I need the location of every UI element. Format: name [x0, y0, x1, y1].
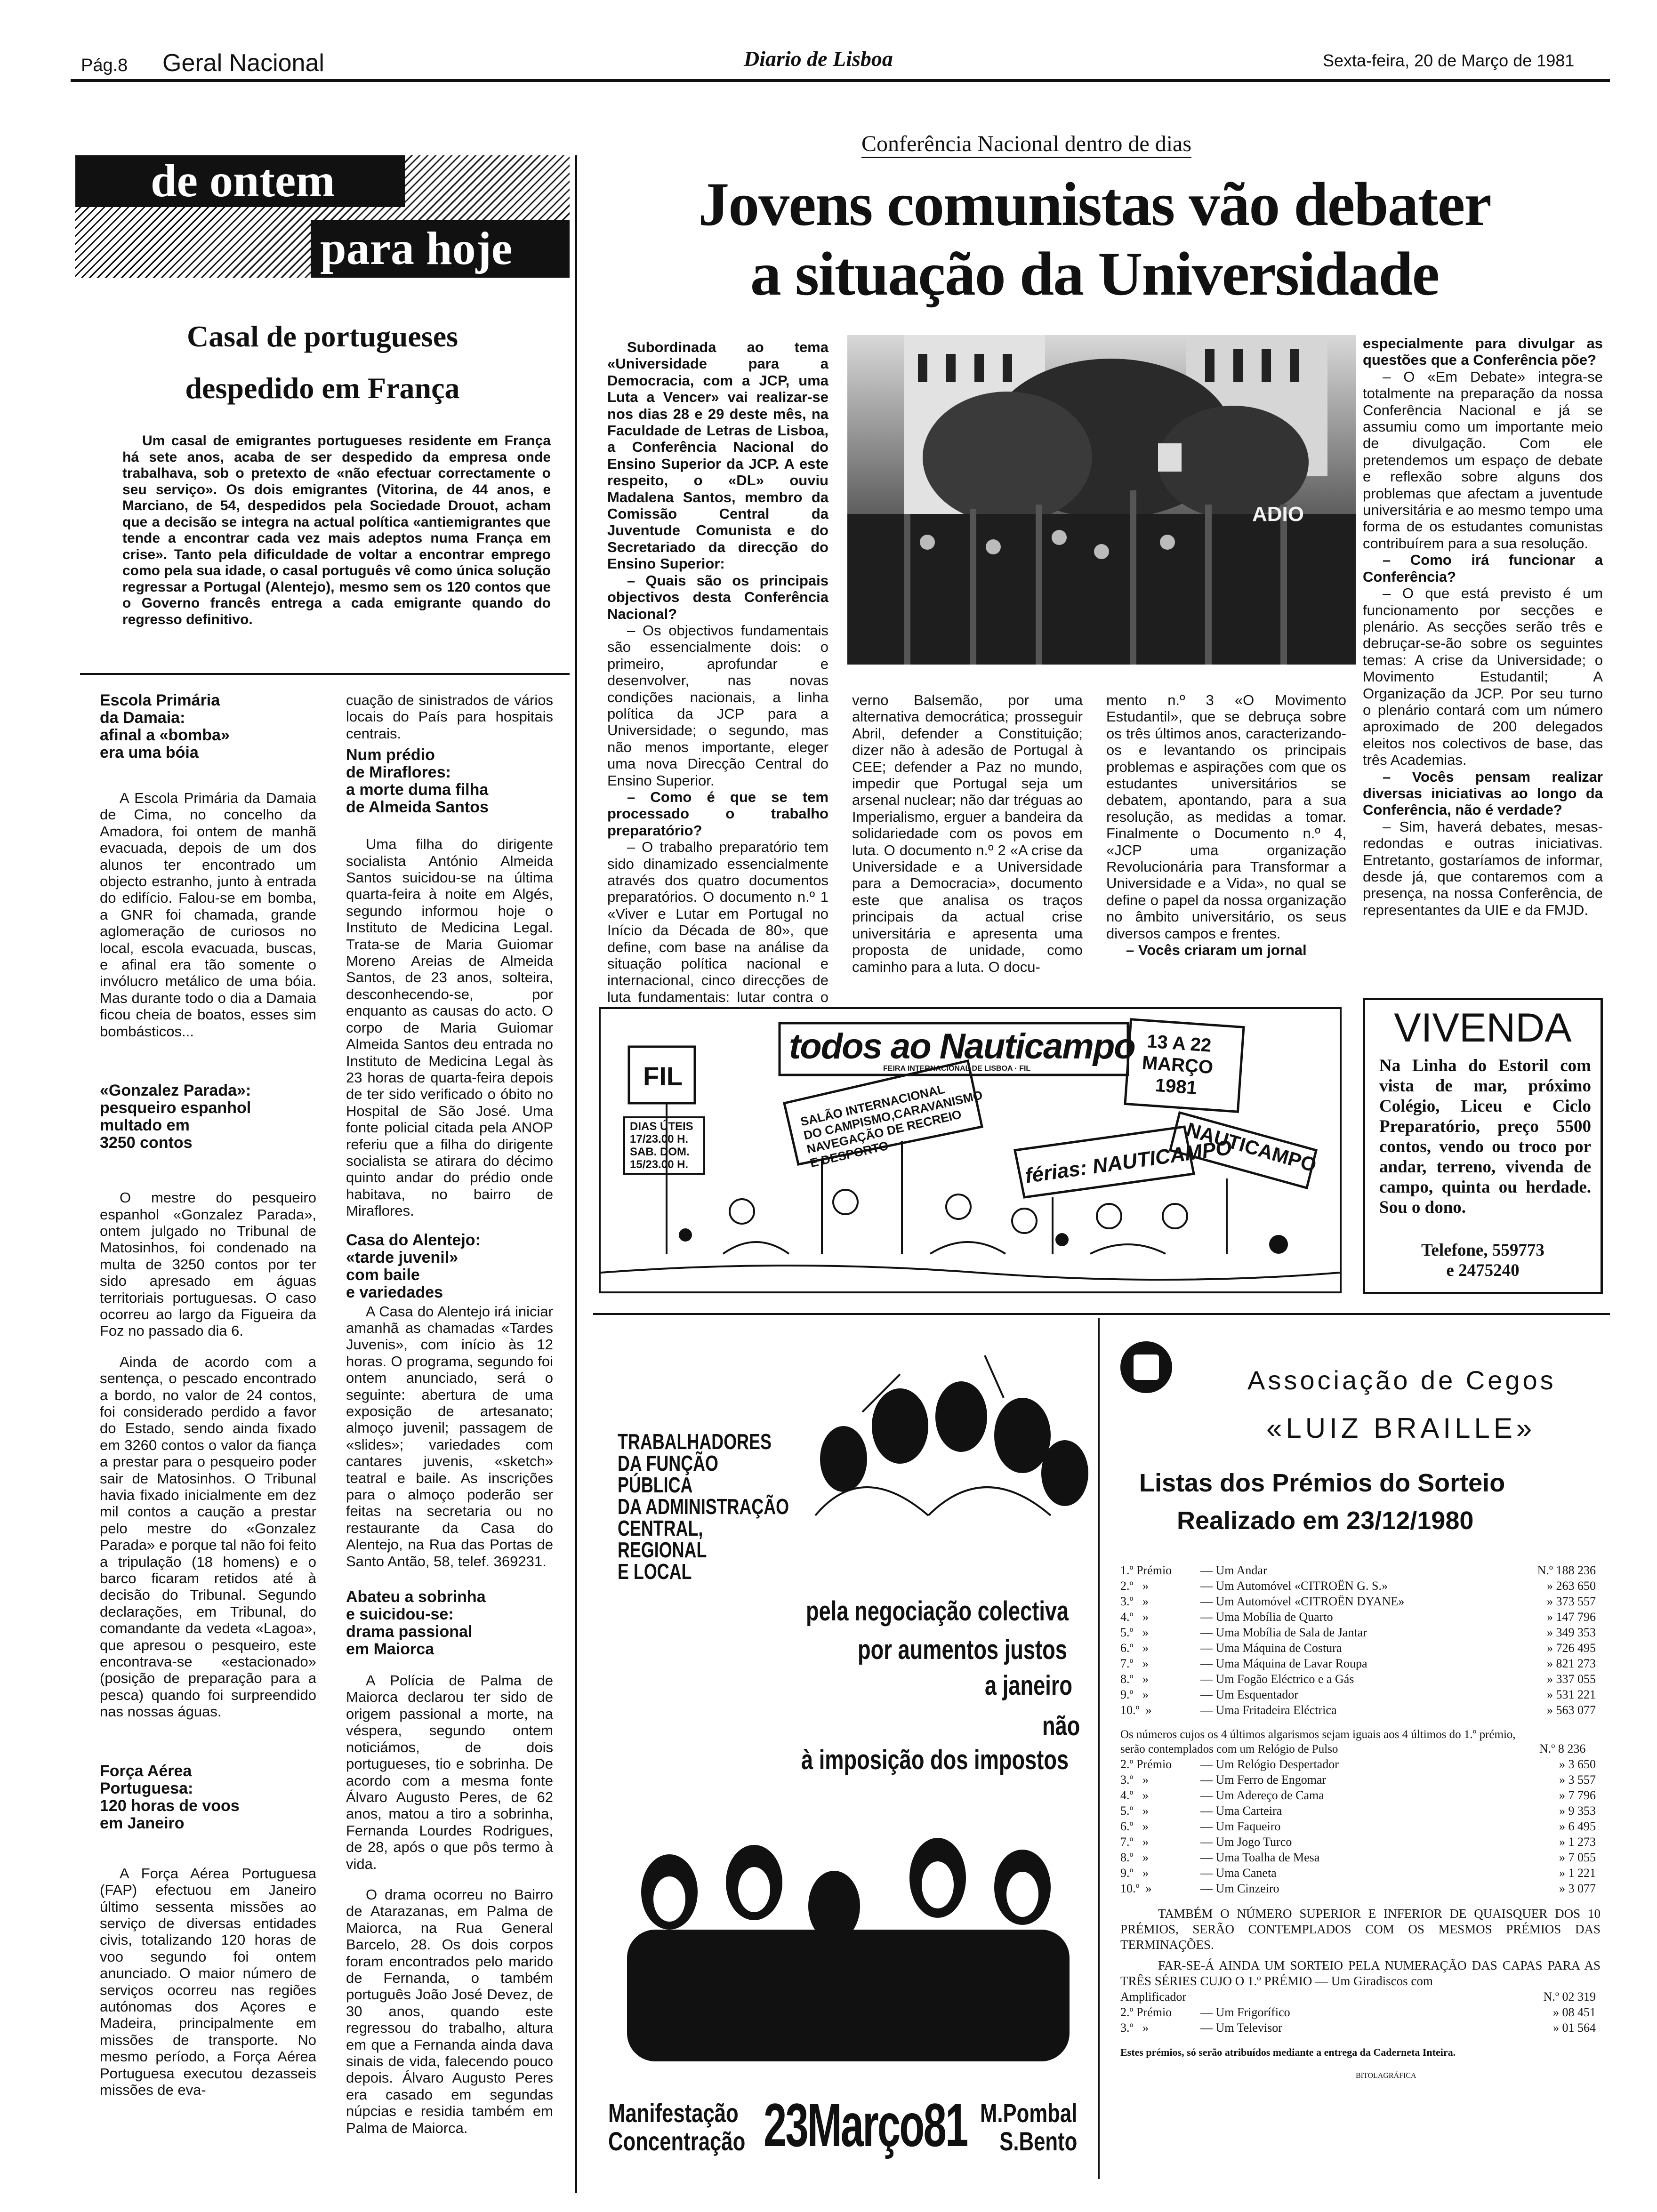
- prize-item: — Um Adereço de Cama: [1200, 1788, 1324, 1802]
- conference-photo: [847, 335, 1356, 665]
- prizes-list-2: [1120, 1756, 1601, 1896]
- braille-logo-icon: [1120, 1341, 1172, 1393]
- main-col4-a: – O «Em Debate» integra-se totalmente na preparação da nossa Conferência Nacional e já se assumiu como um importante meio de divulgação. Com ele pretendemos um espaço de debate e reflexão sobre alguns dos problemas que afectam a juventude universitária e ao mesmo tempo uma forma de os estudantes comunistas contribuírem para a sua resolução.: [1363, 368, 1607, 552]
- main-a1: – Os objectivos fundamentais são essencialmente dois: o primeiro, aprofundar e desenvolver, nas novas condições nacionais, a linha política da JCP para a Universidade; o segundo, mas não menos importante, eleger uma nova Direcção Central do Ensino Superior.: [607, 622, 833, 789]
- photo-scene: [847, 335, 1356, 665]
- braille-credit: BITOLAGRÁFICA: [1356, 2072, 1416, 2080]
- prize-rank: 5.º »: [1120, 1804, 1149, 1818]
- prize-number: » 563 077: [1547, 1703, 1596, 1717]
- brief-text-fap: A Força Aérea Portuguesa (FAP) efectuou em Janeiro último sessenta missões ao serviço de diversas entidades civis, totalizando 120 horas de voo segundo foi ontem anunciado. O maior número de serviços ocorreu nas regiões autónomas dos Açores e Madeira, principalmente em missões de transporte. No mesmo período, a Força Aérea Portuguesa executou dezasseis missões de eva-: [100, 1865, 321, 2098]
- prize-item: — Um Relógio Despertador: [1200, 1757, 1339, 1771]
- prize-rank: 7.º »: [1120, 1657, 1149, 1670]
- brief-text-maiorca-1: A Polícia de Palma de Maiorca declarou ter sido de origem passional a morte, na véspera, segundo ontem noticiámos, de dois portugueses, tio e sobrinha. De acordo com a mesma fonte Álvaro Augusto Peres, de 62 anos, matou a tiro a sobrinha, Fernanda Lourdes Rodrigues, de 28, após o que pôs termo à vida.: [346, 1672, 557, 1872]
- prize-item: — Um Frigorífico: [1200, 2005, 1290, 2019]
- main-col2: verno Balsemão, por uma alternativa democrática; prosseguir Abril, defender a Constituição; dizer não à adesão de Portugal à CEE; defender a Paz no mundo, impedir que Portugal seja um arsenal nuclear; não dar tréguas ao Imperialismo, erguer a bandeira da solidariedade com os povos em luta. O documento n.º 2 «A crise da Universidade e a Universidade para a Democracia», documento este que analisa os traços principais da actual crise universitária e apresenta uma proposta de unidade, como caminho para a luta. O docu-: [852, 692, 1087, 975]
- braille-middle-num: N.º 8 236: [1539, 1742, 1586, 1755]
- main-a4: – O que está previsto é um funcionamento por secções e plenário. As secções serão três e debruçar-se-ão sobre os seguintes temas: A crise da Universidade; o Movimento Estudantil; A Organização da JCP. Por seu turno o plenário contará com um número aproximado de 200 delegados eleitos nos colectivos de base, das três Academias.: [1363, 585, 1607, 769]
- prize-row: [1120, 1865, 1601, 1881]
- prize-row: [1120, 1656, 1601, 1671]
- braille-ad: [1111, 1327, 1610, 2174]
- brief-text-miraflores: Uma filha do dirigente socialista António Almeida Santos suicidou-se na última quarta-feira à noite em Algés, segundo informou hoje o Instituto de Medicina Legal. Trata-se de Maria Guiomar Moreno Areias de Almeida Santos, de 23 anos, solteira, desconhecendo-se, por enquanto as causas do acto. O corpo de Maria Guiomar Almeida Santos deu entrada no Instituto de Medicina Legal às 23 horas de quarta-feira depois de ter sido verificado o óbito no Hospital de São José. Uma fonte policial citada pela ANOP referiu que a filha do dirigente socialista se atirara do décimo quinto andar do prédio onde habitava, no bairro de Miraflores.: [346, 836, 557, 1219]
- prize-row: [1120, 1563, 1601, 1578]
- main-title-line2: a situação da Universidade: [750, 239, 1439, 308]
- braille-footer: Estes prémios, só serão atribuídos mediante a entrega da Caderneta Inteira.: [1120, 2046, 1456, 2058]
- braille-middle-note: Os números cujos os 4 últimos algarismos sejam iguais aos 4 últimos do 1.º prémio, serão contemplados com um Relógio de Pulso: [1120, 1728, 1516, 1755]
- prize-rank: 2.º Prémio: [1120, 2005, 1172, 2019]
- prize-rank: 9.º »: [1120, 1688, 1149, 1701]
- prize-number: » 373 557: [1547, 1595, 1596, 1608]
- union-foot-date: 23Março81: [764, 2091, 967, 2159]
- prize-item: — Uma Fritadeira Eléctrica: [1200, 1703, 1337, 1717]
- prize-row: [1120, 1756, 1601, 1772]
- prize-item: — Um Andar: [1200, 1563, 1267, 1577]
- prize-item: — Uma Toalha de Mesa: [1200, 1851, 1320, 1864]
- union-line5: à imposição dos impostos: [801, 1745, 1069, 1775]
- prize-rank: 6.º »: [1120, 1641, 1149, 1655]
- main-intro: Subordinada ao tema «Universidade para a Democracia, com a JCP, uma Luta a Vencer» vai realizar-se nos dias 28 e 29 deste mês, na Faculdade de Letras de Lisboa, a Conferência Nacional do Ensino Superior da JCP. A este respeito, o «DL» ouviu Madalena Santos, membro da Comissão Central da Juventude Comunista e do Secretariado da direcção do Ensino Superior:: [607, 339, 833, 572]
- header-date: Sexta-feira, 20 de Março de 1981: [1323, 51, 1575, 70]
- photo-sign-text: ADIO: [1252, 503, 1304, 526]
- prize-number: » 3 650: [1559, 1757, 1596, 1771]
- union-foot-left: Manifestação Concentração: [608, 2098, 746, 2156]
- prize-item: — Um Televisor: [1200, 2021, 1282, 2035]
- prize-rank: 8.º »: [1120, 1672, 1149, 1686]
- prize-number: » 9 353: [1559, 1804, 1596, 1818]
- banner-line1: de ontem: [151, 154, 335, 207]
- main-q1: – Quais são os principais objectivos desta Conferência Nacional?: [607, 572, 833, 622]
- prize-rank: 5.º »: [1120, 1626, 1149, 1639]
- prize-item: — Um Cinzeiro: [1200, 1882, 1279, 1895]
- braille-note2: TAMBÉM O NÚMERO SUPERIOR E INFERIOR DE QUAISQUER DOS 10 PRÉMIOS, SERÃO CONTEMPLADOS COM OS MESMOS PRÉMIOS DAS TERMINAÇÕES.: [1120, 1907, 1601, 1952]
- prize-rank: 6.º »: [1120, 1819, 1149, 1833]
- prize-row: [1120, 1594, 1601, 1609]
- prize-item: — Uma Carteira: [1200, 1804, 1282, 1818]
- vivenda-phone2: e 2475240: [1446, 1261, 1520, 1280]
- prize-number: » 531 221: [1547, 1688, 1596, 1701]
- lead-paragraph: Um casal de emigrantes portugueses residente em França há sete anos, acaba de ser despedido da empresa onde trabalhava, sob o pretexto de «não efectuar correctamente o seu serviço». Os dois emigrantes (Vitorina, de 44 anos, e Marciano, de 54, despedidos pela Sociedade Drouot, acham que a decisão se integra na actual política «antiemigrantes que tende a encontrar cada vez mais adeptos numa França em crise». Tanto pela dificuldade de voltar a encontrar emprego como pela sua idade, o casal português vê como única solução regressar a Portugal (Alentejo), mesmo sem os 120 contos que o Governo francês entrega a cada emigrante quando do regresso definitivo.: [122, 433, 555, 627]
- prize-item: — Uma Máquina de Lavar Roupa: [1200, 1657, 1367, 1670]
- nauticampo-hours: DIAS ÚTEIS 17/23.00 H. SAB. DOM. 15/23.00 H.: [630, 1120, 693, 1171]
- prize-rank: 4.º »: [1120, 1788, 1149, 1802]
- briefs-column-1: [100, 691, 321, 2098]
- prize-rank: 2.º Prémio: [1120, 1757, 1172, 1771]
- prize-number: » 7 796: [1559, 1788, 1596, 1802]
- nauticampo-ad: [599, 1007, 1342, 1293]
- lead-title-line1: Casal de portugueses: [186, 320, 458, 353]
- prize-item: — Um Fogão Eléctrico e a Gás: [1200, 1672, 1354, 1686]
- prize-row: [1120, 1819, 1601, 1834]
- prize-number: » 7 055: [1559, 1851, 1596, 1864]
- prize-item: — Uma Caneta: [1200, 1866, 1277, 1880]
- nauticampo-dates: 13 A 22 MARÇO 1981: [1141, 1031, 1214, 1098]
- main-story-col-a: [607, 339, 833, 1022]
- prize-row: [1120, 1687, 1601, 1702]
- prize-number: » 3 077: [1559, 1882, 1596, 1895]
- prize-row: [1120, 1803, 1601, 1819]
- main-story-col-b: [852, 692, 1087, 975]
- prize-item: — Um Automóvel «CITROËN DYANE»: [1200, 1595, 1405, 1608]
- prize-number: » 349 353: [1547, 1626, 1596, 1639]
- brief-head-alentejo: Casa do Alentejo: «tarde juvenil» com baile e variedades: [346, 1231, 481, 1301]
- nauticampo-ferias: férias: NAUTICAMPO: [1023, 1136, 1233, 1188]
- prize-item: — Um Faqueiro: [1200, 1819, 1281, 1833]
- vivenda-phone1: Telefone, 559773: [1421, 1241, 1544, 1260]
- union-line2: por aumentos justos: [858, 1635, 1067, 1665]
- prize-row: [1120, 1850, 1601, 1865]
- masthead: Diario de Lisboa: [744, 47, 893, 71]
- prize-rank: 9.º »: [1120, 1866, 1149, 1880]
- prize-number: » 6 495: [1559, 1819, 1596, 1833]
- prize-number: N.º 02 319: [1543, 1990, 1596, 2004]
- main-col3: mento n.º 3 «O Movimento Estudantil», que se debruça sobre os três últimos anos, caracterizando-os e levantando os principais problemas e aspirações com que os estudantes universitários se debatem, apontando, para a sua resolução, as medidas a tomar. Finalmente o Documento n.º 4, «JCP uma organização Revolucionária para Transformar a Universidade e a Vida», no qual se define o papel da nossa organização no âmbito universitário, os seus diversos campos e frentes.: [1106, 692, 1351, 942]
- vivenda-title: VIVENDA: [1394, 1005, 1572, 1050]
- prize-number: » 726 495: [1547, 1641, 1596, 1655]
- nauticampo-fil: FIL: [643, 1061, 683, 1091]
- main-story-kicker: Conferência Nacional dentro de dias: [861, 131, 1191, 158]
- lead-title-line2: despedido em França: [185, 371, 460, 405]
- main-col4-q: especialmente para divulgar as questões que a Conferência põe?: [1363, 335, 1607, 369]
- prize-number: » 01 564: [1553, 2021, 1596, 2035]
- prize-number: » 263 650: [1547, 1579, 1596, 1593]
- prize-item: — Um Jogo Turco: [1200, 1835, 1292, 1849]
- vivenda-text: Na Linha do Estoril com vista de mar, próximo Colégio, Liceu e Ciclo Preparatório, preço 5500 contos, vendo ou troco por andar, terreno, vivenda de campo, quinta ou herdade. Sou o dono.: [1379, 1056, 1591, 1217]
- main-title-line1: Jovens comunistas vão debater: [698, 169, 1491, 239]
- prize-row: [1120, 1834, 1601, 1850]
- prize-row: [1120, 1989, 1601, 2004]
- lead-story-text: [122, 433, 555, 628]
- main-q5: – Vocês pensam realizar diversas iniciativas ao longo da Conferência, não é verdade?: [1363, 768, 1607, 818]
- nauticampo-banner: NAUTICAMPO: [1184, 1118, 1319, 1177]
- prize-number: » 1 273: [1559, 1835, 1596, 1849]
- braille-org1: Associação de Cegos: [1247, 1365, 1556, 1395]
- prize-rank: 3.º »: [1120, 1773, 1149, 1787]
- prize-number: » 08 451: [1553, 2005, 1596, 2019]
- prize-number: » 3 557: [1559, 1773, 1596, 1787]
- prize-row: [1120, 1609, 1601, 1625]
- brief-head-fap: Força Aérea Portuguesa: 120 horas de voos em Janeiro: [100, 1762, 240, 1832]
- prize-row: [1120, 1578, 1601, 1594]
- union-line4: não: [1042, 1711, 1080, 1741]
- main-q4: – Como irá funcionar a Conferência?: [1363, 552, 1607, 585]
- brief-head-maiorca: Abateu a sobrinha e suicidou-se: drama passional em Maiorca: [346, 1588, 486, 1659]
- prize-rank: 7.º »: [1120, 1835, 1149, 1849]
- union-line1: pela negociação colectiva: [806, 1596, 1069, 1627]
- prize-item: — Uma Máquina de Costura: [1200, 1641, 1342, 1655]
- banner-line2: para hoje: [320, 222, 513, 274]
- prize-rank: 2.º »: [1120, 1579, 1149, 1593]
- brief-head-damaia: Escola Primária da Damaia: afinal a «bomba» era uma bóia: [100, 691, 230, 761]
- braille-org2: «LUIZ BRAILLE»: [1266, 1412, 1536, 1444]
- prize-row: [1120, 1640, 1601, 1656]
- prize-row: [1120, 2020, 1601, 2036]
- nauticampo-headline: todos ao Nauticampo: [789, 1026, 1135, 1066]
- section-divider: [575, 155, 577, 2193]
- prize-item: — Um Automóvel «CITROËN G. S.»: [1200, 1579, 1388, 1593]
- main-q2: – Como é que se tem processado o trabalho preparatório?: [607, 788, 833, 839]
- prize-item: — Um Esquentador: [1200, 1688, 1298, 1701]
- brief-text-maiorca-2: O drama ocorreu no Bairro de Atarazanas, em Palma de Maiorca, na Rua General Barcelo, 28. Os dois corpos foram encontrados pelo marido de Fernanda, o também português João José Devez, de 30 anos, quando este regressou do trabalho, altura em que a Fernanda ainda dava sinais de vida, falecendo pouco depois. Álvaro Augusto Peres era casado em segundas núpcias e residia também em Palma de Maiorca.: [346, 1886, 557, 2136]
- main-story-title: [584, 169, 1605, 309]
- prizes-list-3: [1120, 1989, 1601, 2036]
- prize-row: [1120, 1881, 1601, 1896]
- main-a5: – Sim, haverá debates, mesas-redondas e outras iniciativas. Entretanto, gostaríamos de informar, desde já, que contaremos com a presença, na nossa Conferência, de representantes da UIE e da FMJD.: [1363, 818, 1607, 918]
- prize-rank: Amplificador: [1120, 1990, 1187, 2004]
- prize-rank: 1.º Prémio: [1120, 1563, 1172, 1577]
- section-title: Geral Nacional: [162, 49, 324, 77]
- brief-text-gonzalez-1: O mestre do pesqueiro espanhol «Gonzalez Parada», ontem julgado no Tribunal de Matosinhos, foi condenado na multa de 3250 contos por ter sido apresado em águas territoriais portuguesas. O caso ocorreu ao largo da Figueira da Foz no passado dia 6.: [100, 1189, 321, 1339]
- prize-rank: 4.º »: [1120, 1610, 1149, 1624]
- lead-rule: [80, 673, 570, 675]
- main-story-col-d: [1363, 335, 1607, 918]
- main-a2: – O trabalho preparatório tem sido dinamizado essencialmente através dos quatro documentos preparatórios. O documento n.º 1 «Viver e Lutar em Portugal no Início da Década de 80», que define, com base na análise da situação política nacional e internacional, cinco direcções de luta fundamentais: lutar contra o: [607, 839, 828, 1005]
- prizes-list: [1120, 1563, 1601, 1718]
- main-story-col-c: [1106, 692, 1351, 959]
- brief-text-gonzalez-2: Ainda de acordo com a sentença, o pescado encontrado a bordo, no valor de 24 contos, foi considerado perdido a favor do Estado, sendo ainda fixado em 3260 contos o valor da fiança a prestar para o pesqueiro poder sair de Matosinhos. O Tribunal havia fixado inicialmente em dez mil contos a caução a prestar pelo mestre do «Gonzalez Parada» e porque tal não foi feito a tripulação (18 homens) e o barco ficaram retidos até à decisão do Tribunal. Segundo declarações, em Tribunal, do comandante da vedeta «Lagoa», que apresou o pesqueiro, este encontrava-se «estacionado» (posição de preparação para a pesca) quando foi surpreendido nas nossas águas.: [100, 1353, 321, 1720]
- prize-row: [1120, 1625, 1601, 1640]
- prize-number: » 821 273: [1547, 1657, 1596, 1670]
- header-rule: [71, 79, 1610, 82]
- prize-rank: 8.º »: [1120, 1851, 1149, 1864]
- prize-item: — Uma Mobília de Sala de Jantar: [1200, 1626, 1367, 1639]
- nauticampo-subline: FEIRA INTERNACIONAL DE LISBOA · FIL: [883, 1065, 1031, 1073]
- union-header: TRABALHADORES DA FUNÇÃO PÚBLICA DA ADMINISTRAÇÃO CENTRAL, REGIONAL E LOCAL: [618, 1429, 789, 1584]
- brief-head-miraflores: Num prédio de Miraflores: a morte duma filha de Almeida Santos: [346, 746, 489, 817]
- prize-number: » 1 221: [1559, 1866, 1596, 1880]
- page-number: Pág.8: [81, 56, 128, 75]
- prize-number: » 337 055: [1547, 1672, 1596, 1686]
- prize-rank: 10.º »: [1120, 1882, 1152, 1895]
- prize-row: [1120, 1787, 1601, 1803]
- braille-note3: FAR-SE-Á AINDA UM SORTEIO PELA NUMERAÇÃO DAS CAPAS PARA AS TRÊS SÉRIES CUJO O 1.º PRÉMIO — Um Giradiscos com: [1120, 1958, 1601, 1988]
- braille-title1: Listas dos Prémios do Sorteio: [1139, 1469, 1505, 1497]
- prize-item: [1200, 1989, 1502, 2004]
- prize-rank: 10.º »: [1120, 1703, 1152, 1717]
- union-line3: a janeiro: [985, 1670, 1073, 1701]
- prize-rank: 3.º »: [1120, 1595, 1149, 1608]
- briefs-column-2: [346, 692, 557, 2136]
- brief-text-alentejo: A Casa do Alentejo irá iniciar amanhã as chamadas «Tardes Juvenis», com início às 12 horas. O programa, segundo foi ontem anunciado, será o seguinte: abertura de uma exposição de artesanato; almoço juvenil; passagem de «slides»; variedades com cantares juvenis, «sketch» teatral e baile. As inscrições para o almoço poderão ser feitas na secretaria ou no restaurante da Casa do Alentejo, na Rua das Portas de Santo Antão, 58, telef. 369231.: [346, 1303, 557, 1570]
- column-banner: [75, 155, 570, 278]
- brief-head-gonzalez: «Gonzalez Parada»: pesqueiro espanhol multado em 3250 contos: [100, 1082, 251, 1152]
- prize-number: » 147 796: [1547, 1610, 1596, 1624]
- prize-item: — Um Ferro de Engomar: [1200, 1773, 1327, 1787]
- nauticampo-salon: SALÃO INTERNACIONAL DO CAMPISMO,CARAVANISMO NAVEGAÇÃO DE RECREIO E DESPORTO: [799, 1082, 984, 1170]
- prize-row: [1120, 1772, 1601, 1787]
- prize-rank: 3.º »: [1120, 2021, 1149, 2035]
- union-foot-right: M.Pombal S.Bento: [980, 2098, 1078, 2156]
- prize-item: — Uma Mobília de Quarto: [1200, 1610, 1333, 1624]
- brief-cont-fap: cuação de sinistrados de vários locais do País para hospitais centrais.: [346, 692, 557, 742]
- braille-title2: Realizado em 23/12/1980: [1177, 1507, 1474, 1535]
- union-ad: [599, 1318, 1100, 2179]
- ad-top-rule: [593, 1313, 1610, 1315]
- prize-row: [1120, 1671, 1601, 1687]
- brief-text-damaia: A Escola Primária da Damaia de Cima, no concelho da Amadora, foi ontem de manhã evacuada, depois de um dos alunos ter encontrado um objecto estranho, junto à entrada do edifício. Falou-se em bomba, a GNR foi chamada, grande aglomeração de curiosos no local, escola evacuada, buscas, e afinal era tão somente o invólucro metálico de uma bóia. Mas durante todo o dia a Damaia ficou cheia de boatos, esses sim bombásticos...: [100, 790, 321, 1040]
- prize-row: [1120, 1702, 1601, 1718]
- main-q3: – Vocês criaram um jornal: [1126, 942, 1307, 959]
- lead-story-title: [75, 311, 570, 414]
- prize-number: N.º 188 236: [1537, 1563, 1596, 1577]
- prize-row: [1120, 2004, 1601, 2020]
- vivenda-ad: [1363, 998, 1603, 1294]
